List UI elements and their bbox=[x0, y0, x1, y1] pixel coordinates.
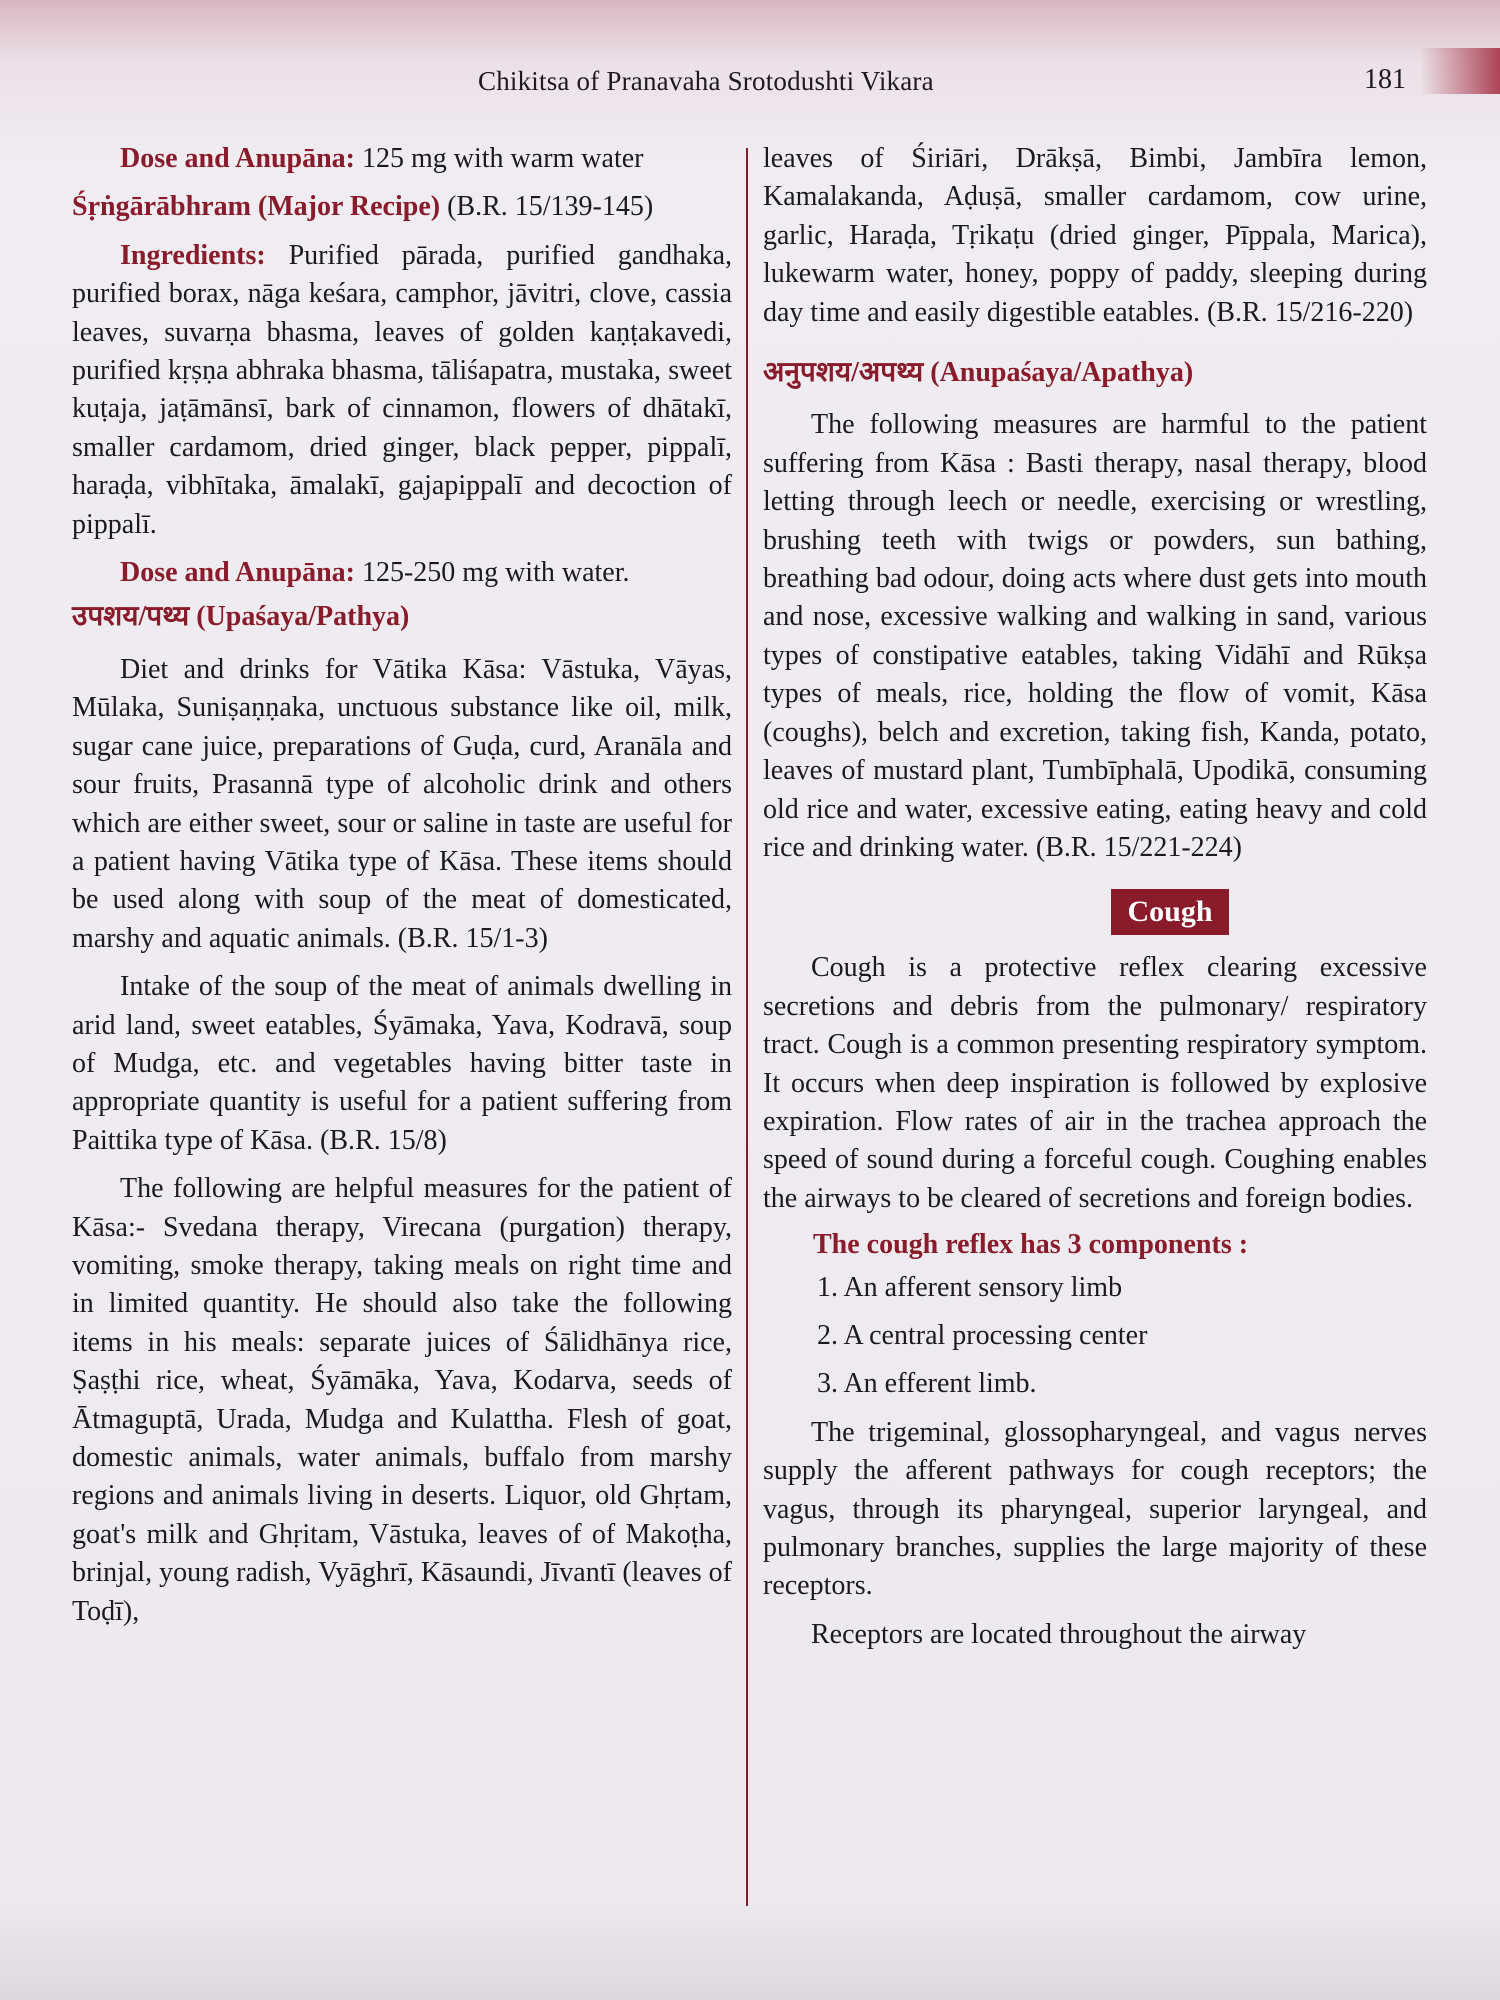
dose-text-2: 125-250 mg with water. bbox=[354, 557, 630, 589]
dose-paragraph-1 bbox=[72, 140, 732, 178]
right-column bbox=[763, 140, 1427, 1654]
recipe-title-paragraph bbox=[72, 188, 732, 226]
paittika-diet-paragraph: Intake of the soup of the meat of animals dwelling in arid land, sweet eatables, Śyāmaka, Yava, Kodravā, soup of Mudga, etc. and vegetables having bitter taste in appropriate quantity is useful for a patient suffering from Paittika type of Kāsa. (B.R. 15/8) bbox=[72, 971, 732, 1156]
dose-paragraph-2 bbox=[72, 554, 732, 592]
receptors-paragraph: Receptors are located throughout the airway bbox=[811, 1618, 1307, 1650]
ingredients-paragraph bbox=[72, 237, 732, 544]
continued-paragraph: leaves of Śiriāri, Drākṣā, Bimbi, Jambīra lemon, Kamalakanda, Aḍuṣā, smaller cardamom, cow urine, garlic, Haraḍa, Tṛikaṭu (dried ginger, Pīppala, Marica), lukewarm water, honey, poppy of paddy, sleeping during day time and easily digestible eatables. (B.R. 15/216-220) bbox=[763, 143, 1427, 328]
list-item: 2. A central processing center bbox=[817, 1319, 1148, 1351]
reflex-components-heading: The cough reflex has 3 components : bbox=[813, 1229, 1249, 1261]
harmful-measures-paragraph: The following measures are harmful to the patient suffering from Kāsa : Basti therapy, nasal therapy, blood letting through leech or needle, exercising or wrestling, brushing teeth with twigs or powders, sun bathing, breathing bad odour, doing acts where dust gets into mouth and nose, excessive walking and walking in sand, various types of constipative eatables, taking Vidāhī and Rūkṣa types of meals, rice, holding the flow of vomit, Kāsa (coughs), belch and excretion, taking fish, Kanda, potato, leaves of mustard plant, Tumbīphalā, Upodikā, consuming old rice and water, excessive eating, eating heavy and cold rice and drinking water. (B.R. 15/221-224) bbox=[763, 409, 1427, 863]
dose-label-2: Dose and Anupāna: bbox=[120, 557, 355, 589]
page-number: 181 bbox=[1364, 64, 1406, 95]
dose-label: Dose and Anupāna: bbox=[120, 143, 355, 174]
ingredients-label: Ingredients: bbox=[120, 239, 266, 271]
dose-text: 125 mg with warm water bbox=[354, 143, 644, 174]
list-item: 3. An efferent limb. bbox=[817, 1368, 1037, 1400]
cough-section-title: Cough bbox=[1111, 889, 1228, 935]
upashaya-heading: उपशय/पथ्य (Upaśaya/Pathya) bbox=[72, 601, 410, 633]
helpful-measures-paragraph: The following are helpful measures for the patient of Kāsa:- Svedana therapy, Virecana (purgation) therapy, vomiting, smoke therapy, taking meals on right time and in limited quantity. He should also take the following items in his meals: separate juices of Śālidhānya rice, Ṣaṣṭhi rice, wheat, Śyāmāka, Yava, Kodarva, seeds of Ātmaguptā, Urada, Mudga and Kulattha. Flesh of goat, domestic animals, water animals, buffalo from marshy regions and animals living in deserts. Liquor, old Ghṛtam, goat's milk and Ghṛitam, Vāstuka, leaves of of Makoṭha, brinjal, young radish, Vyāghrī, Kāsaundi, Jīvantī (leaves of Toḍī), bbox=[72, 1173, 732, 1627]
list-item: 1. An afferent sensory limb bbox=[817, 1271, 1123, 1303]
anupashaya-heading: अनुपशय/अपथ्य (Anupaśaya/Apathya) bbox=[763, 357, 1194, 389]
ingredients-text: Purified pārada, purified gandhaka, purified borax, nāga keśara, camphor, jāvitri, clove, cassia leaves, suvarṇa bhasma, leaves of golden kaṇṭakavedi, purified kṛṣṇa abhraka bhasma, tāliśapatra, mustaka, sweet kuṭaja, jaṭāmānsī, bark of cinnamon, flowers of dhātakī, smaller cardamom, dried ginger, black pepper, pippalī, haraḍa, vibhītaka, āmalakī, gajapippalī and decoction of pippalī. bbox=[72, 239, 732, 540]
cough-intro-paragraph: Cough is a protective reflex clearing excessive secretions and debris from the pulmonary/ respiratory tract. Cough is a common presenting respiratory symptom. It occurs when deep inspiration is followed by explosive expiration. Flow rates of air in the trachea approach the speed of sound during a forceful cough. Coughing enables the airways to be cleared of secretions and foreign bodies. bbox=[763, 952, 1427, 1214]
left-column bbox=[72, 140, 732, 1631]
reflex-components-list bbox=[763, 1269, 1427, 1404]
recipe-reference: (B.R. 15/139-145) bbox=[440, 191, 654, 223]
running-title: Chikitsa of Pranavaha Srotodushti Vikara bbox=[478, 66, 934, 96]
recipe-title: Śṛṅgārābhram (Major Recipe) bbox=[72, 191, 441, 223]
page-header bbox=[0, 60, 1500, 100]
vatika-diet-paragraph: Diet and drinks for Vātika Kāsa: Vāstuka, Vāyas, Mūlaka, Suniṣaṇṇaka, unctuous substance like oil, milk, sugar cane juice, preparations of Guḍa, curd, Aranāla and sour fruits, Prasannā type of alcoholic drink and others which are either sweet, sour or saline in taste are useful for a patient having Vātika type of Kāsa. These items should be used along with soup of the meat of domesticated, marshy and aquatic animals. (B.R. 15/1-3) bbox=[72, 653, 732, 954]
nerves-paragraph: The trigeminal, glossopharyngeal, and vagus nerves supply the afferent pathways for cough receptors; the vagus, through its pharyngeal, superior laryngeal, and pulmonary branches, supplies the large majority of these receptors. bbox=[763, 1416, 1427, 1602]
column-divider bbox=[746, 148, 748, 1906]
cough-heading-wrap bbox=[763, 889, 1427, 935]
